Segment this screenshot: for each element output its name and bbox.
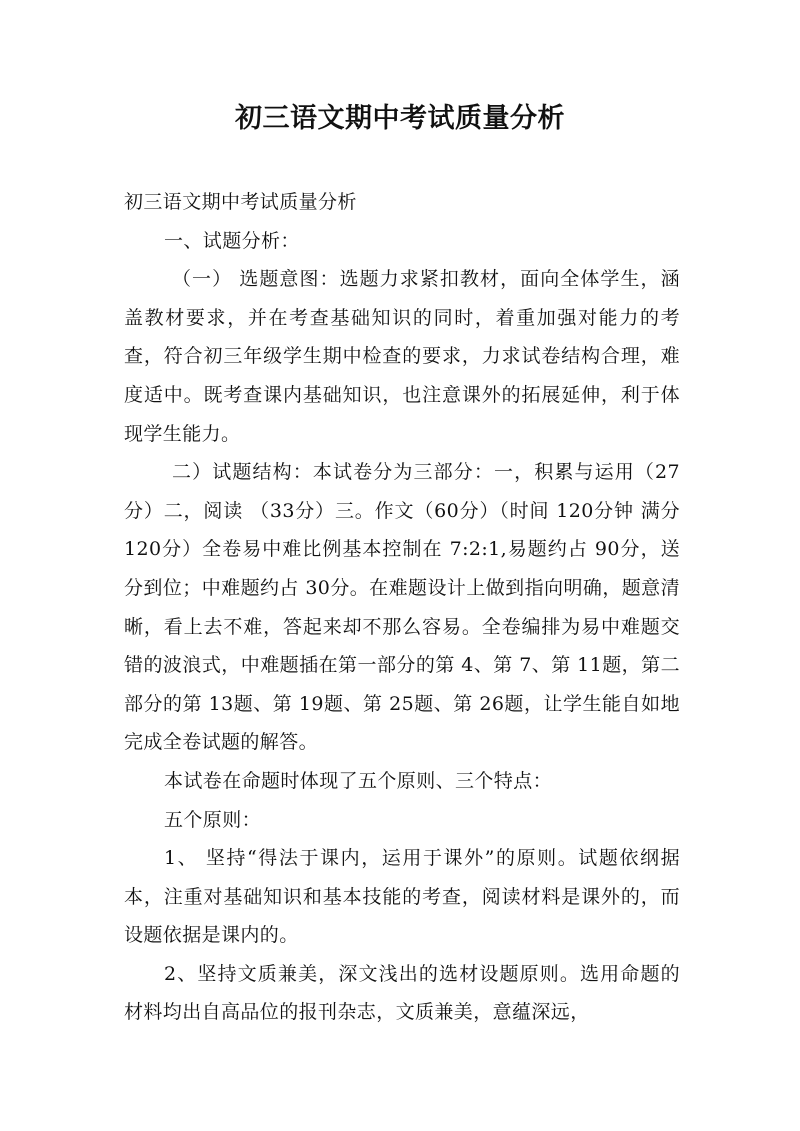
paragraph-principle-1: 1、 坚持“得法于课内，运用于课外”的原则。试题依纲据本，注重对基础知识和基本技能的考查，阅读材料是课外的，而设题依据是课内的。 [124,847,680,947]
section-heading-test-analysis: 一、试题分析： [164,229,300,252]
paragraph-principle-2: 2、坚持文质兼美，深文浅出的选材设题原则。选用命题的材料均出自高品位的报刊杂志，文质兼美，意蕴深远， [124,962,680,1024]
document-body [124,183,680,1032]
heading-five-principles: 五个原则： [164,808,262,831]
paragraph-structure: 二）试题结构：本试卷分为三部分：一，积累与运用（27分）二，阅读 （33分）三。作文（60分）（时间 120分钟 满分 120分）全卷易中难比例基本控制在 7:2:1,易题约占 90分，送分到位；中难题约占 30分。在难题设计上做到指向明确，题意清晰，看上去不难，答起来却不那么容易。全卷编排为易中难题交错的波浪式，中难题插在第一部分的第 4、第 7、第 11题，第二部分的第 13题、第 19题、第 25题、第 26题，让学生能自如地完成全卷试题的解答。 [124,461,680,754]
paragraph-subtitle: 初三语文期中考试质量分析 [124,191,357,213]
paragraph-principles-intro: 本试卷在命题时体现了五个原则、三个特点： [164,769,553,792]
page-title: 初三语文期中考试质量分析 [235,103,565,134]
paragraph-intent: （一） 选题意图：选题力求紧扣教材，面向全体学生，涵盖教材要求，并在考查基础知识的同时，着重加强对能力的考查，符合初三年级学生期中检查的要求，力求试卷结构合理，难度适中。既考查课内基础知识，也注意课外的拓展延伸，利于体现学生能力。 [124,268,680,445]
